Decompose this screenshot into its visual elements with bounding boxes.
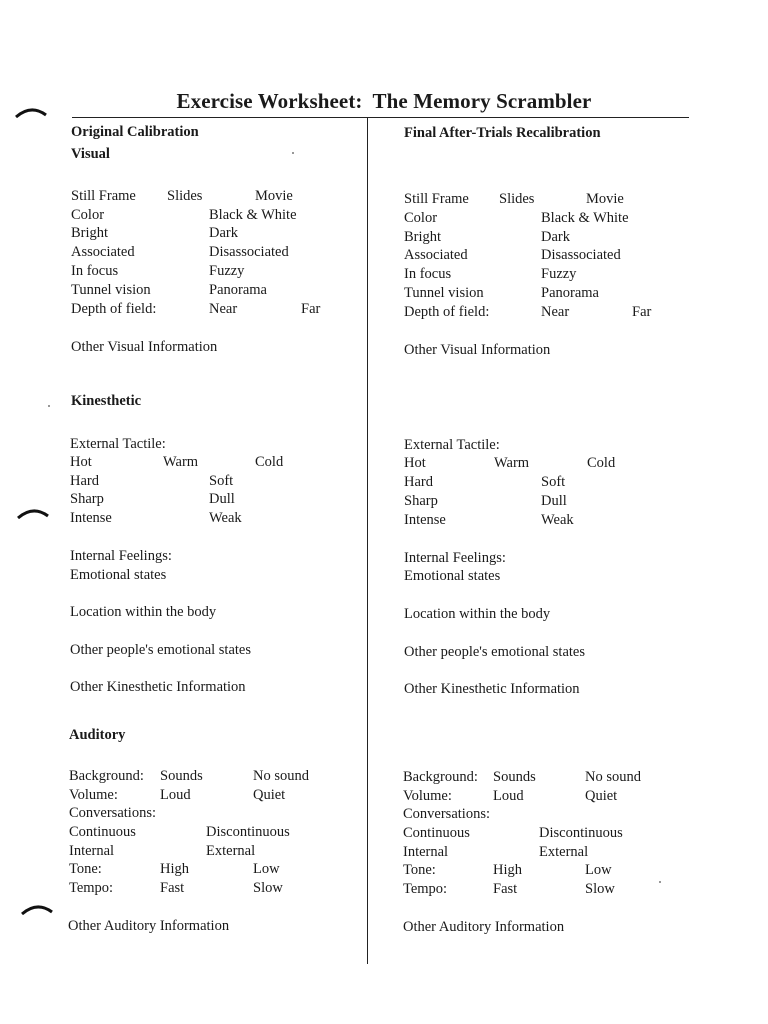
visual-option: Still Frame [404,191,469,207]
auditory-option: Fast [493,881,518,897]
auditory-option: High [160,861,189,877]
auditory-option: High [493,862,522,878]
kinesthetic-heading: Kinesthetic [71,393,142,409]
kinesthetic-option: Hard [404,474,433,490]
visual-option: Panorama [541,285,599,301]
auditory-option: Volume: [403,788,452,804]
auditory-option: Slow [253,880,283,896]
scan-speck [48,405,50,407]
visual-option: Associated [71,244,135,260]
kinesthetic-other-label: Other Kinesthetic Information [404,681,580,697]
kinesthetic-option: Cold [587,455,616,471]
visual-option: Black & White [541,210,629,226]
auditory-other-label: Other Auditory Information [403,919,565,935]
kinesthetic-option: Other people's emotional states [404,644,585,660]
kinesthetic-other-label: Other Kinesthetic Information [70,679,246,695]
title-part-2: The Memory Scrambler [372,89,592,113]
auditory-option: Background: [403,769,478,785]
scan-speck [292,152,294,154]
kinesthetic-option: Emotional states [70,567,167,583]
auditory-option: Loud [493,788,524,804]
kinesthetic-option: Weak [541,512,574,528]
kinesthetic-option: Sharp [404,493,438,509]
auditory-option: Low [253,861,280,877]
visual-option: Panorama [209,282,267,298]
auditory-option: External [206,843,256,859]
visual-option: Bright [71,225,109,241]
auditory-option: Internal [403,844,449,860]
kinesthetic-option: Intense [70,510,112,526]
auditory-option: Quiet [585,788,618,804]
auditory-option: Tempo: [403,881,448,897]
auditory-other-label: Other Auditory Information [68,918,230,934]
auditory-option: Discontinuous [539,825,623,841]
auditory-option: Background: [69,768,144,784]
auditory-option: Slow [585,881,615,897]
visual-option: Associated [404,247,468,263]
kinesthetic-option: Dull [541,493,567,509]
visual-other-label: Other Visual Information [404,342,551,358]
visual-option: Fuzzy [541,266,577,282]
kinesthetic-option: Intense [404,512,446,528]
scan-speck [659,881,661,883]
kinesthetic-option: Warm [494,455,530,471]
visual-option: Color [71,207,105,223]
kinesthetic-option: Emotional states [404,568,501,584]
auditory-option: No sound [585,769,641,785]
kinesthetic-subheading: Internal Feelings: [70,548,172,564]
right-column-heading: Final After-Trials Recalibration [404,125,601,141]
auditory-option: Tempo: [69,880,114,896]
visual-option: Disassociated [209,244,289,260]
kinesthetic-option: Location within the body [70,604,217,620]
visual-option: Movie [586,191,624,207]
auditory-option: Tone: [69,861,102,877]
binder-mark-icon [16,507,50,519]
kinesthetic-subheading: External Tactile: [70,436,166,452]
visual-option: Fuzzy [209,263,245,279]
auditory-option: Quiet [253,787,286,803]
visual-option: Depth of field: [71,301,157,317]
auditory-option: Volume: [69,787,118,803]
visual-option: In focus [71,263,119,279]
kinesthetic-option: Hot [404,455,426,471]
visual-option: Near [209,301,238,317]
visual-heading: Visual [71,146,110,162]
auditory-option: Conversations: [69,805,156,821]
auditory-option: Internal [69,843,115,859]
kinesthetic-option: Other people's emotional states [70,642,251,658]
visual-option: Tunnel vision [71,282,151,298]
auditory-option: Tone: [403,862,436,878]
left-column-heading: Original Calibration [71,124,199,140]
auditory-option: Low [585,862,612,878]
visual-option: Still Frame [71,188,136,204]
kinesthetic-option: Location within the body [404,606,551,622]
visual-option: Slides [499,191,535,207]
column-divider [367,117,368,964]
visual-option: Color [404,210,438,226]
kinesthetic-subheading: External Tactile: [404,437,500,453]
title-part-1: Exercise Worksheet: [176,89,363,113]
visual-option: Near [541,304,570,320]
auditory-option: Conversations: [403,806,490,822]
visual-option: Movie [255,188,293,204]
visual-option: Black & White [209,207,297,223]
visual-option: Far [301,301,321,317]
visual-option: Disassociated [541,247,621,263]
auditory-option: Continuous [403,825,470,841]
visual-option: Far [632,304,652,320]
kinesthetic-option: Hot [70,454,92,470]
kinesthetic-option: Soft [541,474,566,490]
auditory-option: No sound [253,768,309,784]
visual-option: Bright [404,229,442,245]
visual-option: Depth of field: [404,304,490,320]
auditory-option: Loud [160,787,191,803]
visual-option: Dark [209,225,238,241]
kinesthetic-option: Dull [209,491,235,507]
kinesthetic-option: Cold [255,454,284,470]
auditory-heading: Auditory [69,727,126,743]
visual-option: Tunnel vision [404,285,484,301]
title-rule [72,117,689,118]
auditory-option: External [539,844,589,860]
kinesthetic-option: Hard [70,473,99,489]
kinesthetic-subheading: Internal Feelings: [404,550,506,566]
auditory-option: Sounds [160,768,203,784]
auditory-option: Discontinuous [206,824,290,840]
kinesthetic-option: Weak [209,510,242,526]
page-title [0,89,768,114]
visual-other-label: Other Visual Information [71,339,218,355]
auditory-option: Sounds [493,769,536,785]
visual-option: Dark [541,229,570,245]
auditory-option: Continuous [69,824,136,840]
kinesthetic-option: Soft [209,473,234,489]
kinesthetic-option: Warm [163,454,199,470]
visual-option: In focus [404,266,452,282]
auditory-option: Fast [160,880,185,896]
kinesthetic-option: Sharp [70,491,104,507]
binder-mark-icon [20,903,54,915]
visual-option: Slides [167,188,203,204]
